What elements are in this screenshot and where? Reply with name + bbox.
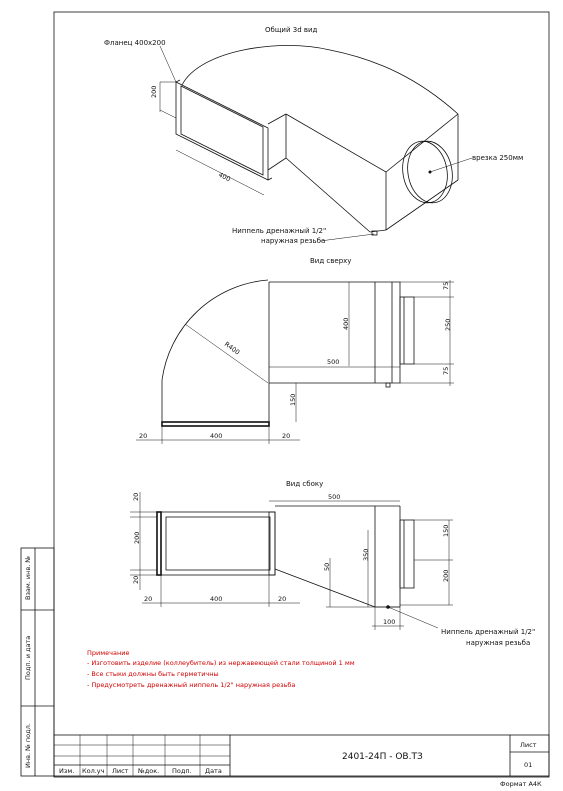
- side-dim-50: 50: [323, 562, 331, 571]
- top-dim-20r: 20: [282, 432, 291, 440]
- stamp-inv-zam: Взам. инв. №: [24, 555, 32, 600]
- top-dim-75a: 75: [442, 281, 450, 290]
- iso-dim-200: 200: [150, 85, 158, 98]
- iso-view: [104, 26, 523, 245]
- nipple-callout-2: наружная резьба: [261, 237, 326, 245]
- top-dim-400: 400: [210, 432, 223, 440]
- side-dim-20a: 20: [132, 492, 140, 501]
- tb-col-list: Лист: [112, 767, 129, 775]
- side-dim-20l: 20: [144, 595, 153, 603]
- side-dim-20b: 20: [132, 575, 140, 584]
- tb-sheet-label: Лист: [520, 741, 537, 749]
- top-dim-75b: 75: [442, 366, 450, 375]
- side-view: [130, 480, 535, 647]
- tb-col-izm: Изм.: [59, 767, 75, 775]
- tb-sheet-no: 01: [524, 761, 533, 769]
- side-dim-500: 500: [328, 493, 341, 501]
- side-dim-400: 400: [210, 595, 223, 603]
- side-dim-200r: 200: [442, 569, 450, 582]
- notes-title: Примечание: [87, 649, 130, 657]
- top-view: [136, 257, 454, 444]
- side-nipple-callout-1: Ниппель дренажный 1/2": [441, 628, 536, 636]
- stamp-inv-podl: Инв. № подл.: [24, 723, 32, 768]
- top-dim-400v: 400: [342, 317, 350, 330]
- top-dim-500: 500: [327, 358, 340, 366]
- side-dim-150: 150: [442, 524, 450, 537]
- top-view-title: Вид сверху: [310, 257, 352, 265]
- top-dim-20l: 20: [139, 432, 148, 440]
- title-block: [54, 735, 549, 776]
- top-dim-250: 250: [444, 318, 452, 331]
- iso-view-title: Общий 3d вид: [265, 26, 318, 34]
- tb-col-podp: Подп.: [172, 767, 192, 775]
- side-dim-350: 350: [362, 548, 370, 561]
- iso-dim-400: 400: [217, 170, 232, 184]
- tap-callout: врезка 250мм: [472, 154, 524, 162]
- stamp-podp-data: Подп. и дата: [24, 635, 32, 680]
- notes: [87, 649, 355, 689]
- top-dim-r400: R400: [222, 340, 242, 357]
- side-view-title: Вид сбоку: [286, 480, 324, 488]
- tb-designation: 2401-24П - ОВ.ТЗ: [342, 752, 423, 762]
- side-dim-100: 100: [383, 618, 396, 626]
- side-nipple-callout-2: наружная резьба: [466, 639, 531, 647]
- side-stamp: [21, 548, 54, 776]
- flange-callout: Фланец 400х200: [104, 39, 166, 47]
- note-item-1: - Изготовить изделие (коллеубитель) из нержавеющей стали толщиной 1 мм: [87, 659, 355, 667]
- nipple-callout-1: Ниппель дренажный 1/2": [232, 227, 327, 235]
- tb-col-data: Дата: [205, 767, 222, 775]
- note-item-2: - Все стыки должны быть герметичны: [87, 670, 219, 678]
- tb-col-koluch: Кол.уч: [82, 767, 105, 775]
- tb-col-ndok: №док.: [138, 767, 160, 775]
- format-label: Формат А4К: [500, 780, 542, 788]
- side-dim-200: 200: [133, 531, 141, 544]
- top-dim-150: 150: [289, 393, 297, 406]
- note-item-3: - Предусмотреть дренажный ниппель 1/2" наружная резьба: [87, 681, 296, 689]
- side-dim-20r: 20: [278, 595, 287, 603]
